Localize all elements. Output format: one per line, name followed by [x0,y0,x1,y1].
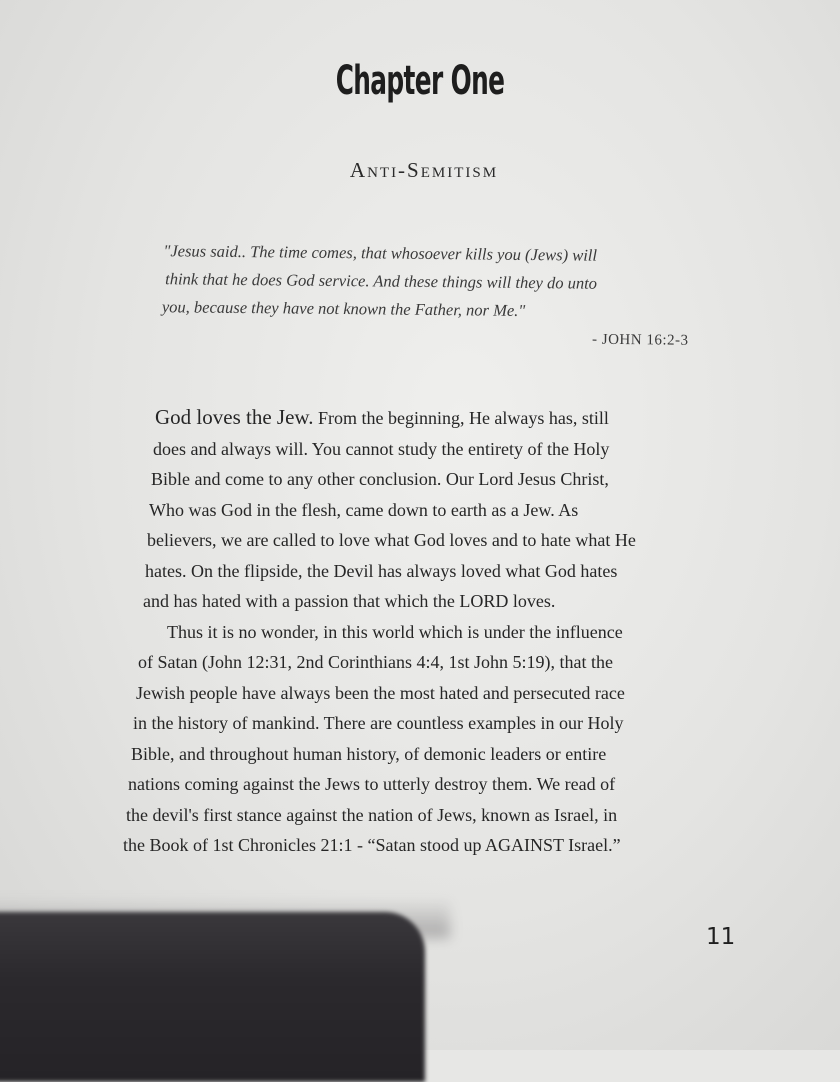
body-line: and has hated with a passion that which the LORD loves. [143,591,556,611]
epigraph-line: "Jesus said.. The time comes, that whosoever kills you (Jews) will [163,241,598,265]
chapter-title: Chapter One [335,58,505,104]
body-line: Thus it is no wonder, in this world which is under the influence [167,621,623,642]
body-line: of Satan (John 12:31, 2nd Corinthians 4:4, 1st John 5:19), that the [138,652,613,672]
body-line: hates. On the flipside, the Devil has always loved what God hates [145,560,618,581]
body-line: the Book of 1st Chronicles 21:1 - “Satan stood up AGAINST Israel.” [123,835,621,855]
body-line: Jewish people have always been the most hated and persecuted race [136,682,625,703]
hand-shadow [0,912,425,1082]
body-line: the devil's first stance against the nation of Jews, known as Israel, in [126,804,618,825]
body-line: does and always will. You cannot study the entirety of the Holy [153,438,610,459]
body-line-text: From the beginning, He always has, still [313,408,609,428]
body-line: Bible, and throughout human history, of demonic leaders or entire [131,743,607,764]
section-title: Anti-Semitism [349,158,499,182]
body-text [120,402,740,861]
body-line: believers, we are called to love what God loves and to hate what He [147,530,636,550]
body-line: in the history of mankind. There are countless examples in our Holy [133,713,624,733]
lead-in-text: God loves the Jew. [155,405,314,429]
body-line: Bible and come to any other conclusion. Our Lord Jesus Christ, [151,469,609,489]
body-line: Who was God in the flesh, came down to earth as a Jew. As [149,499,579,520]
epigraph-quote [162,237,703,355]
body-line [155,402,740,434]
page-number: 11 [706,924,736,950]
epigraph-reference: - JOHN 16:2-3 [591,331,689,349]
epigraph-line: think that he does God service. And these things will they do unto [165,269,598,293]
epigraph-line: you, because they have not known the Father, nor Me." [161,297,526,320]
body-line: nations coming against the Jews to utterly destroy them. We read of [128,774,616,794]
